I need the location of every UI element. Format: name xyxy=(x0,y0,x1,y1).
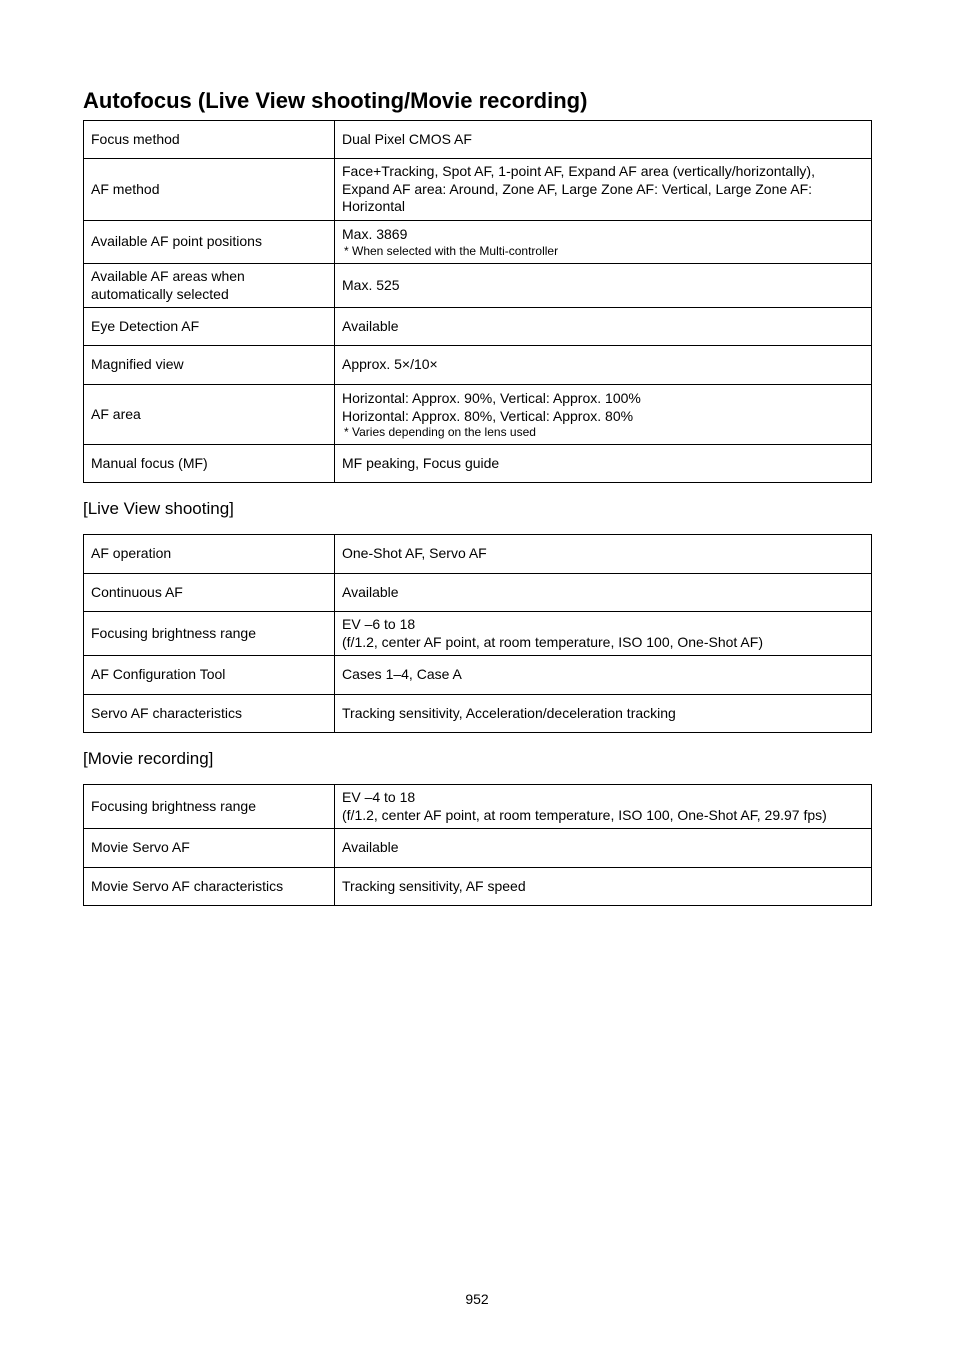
row-value xyxy=(335,868,872,906)
value-line: Horizontal: Approx. 90%, Vertical: Approx. 100% xyxy=(342,390,641,406)
value-line: Tracking sensitivity, Acceleration/deceleration tracking xyxy=(342,704,676,721)
value-line: Available xyxy=(342,317,399,334)
value-line: Dual Pixel CMOS AF xyxy=(342,130,472,147)
value-line: Approx. 5×/10× xyxy=(342,356,438,373)
row-label: Available AF point positions xyxy=(84,221,335,264)
row-label: AF area xyxy=(84,385,335,445)
table-row xyxy=(84,612,872,656)
value-line: EV –4 to 18 xyxy=(342,789,416,805)
value-line: Available xyxy=(342,583,399,600)
table-row xyxy=(84,785,872,829)
autofocus-spec-table xyxy=(83,120,872,483)
movie-recording-spec-table xyxy=(83,784,872,906)
row-label: Focusing brightness range xyxy=(84,612,335,656)
value-line: (f/1.2, center AF point, at room temperature, ISO 100, One-Shot AF) xyxy=(342,633,763,650)
row-label: Continuous AF xyxy=(84,574,335,612)
table-row xyxy=(84,159,872,221)
section-heading-movie-recording: [Movie recording] xyxy=(83,749,214,768)
row-value xyxy=(335,656,872,695)
table-row xyxy=(84,308,872,346)
table-row xyxy=(84,221,872,264)
row-value xyxy=(335,159,872,221)
value-line: Max. 3869 xyxy=(342,226,408,243)
table-row xyxy=(84,535,872,574)
value-line: Tracking sensitivity, AF speed xyxy=(342,877,526,894)
row-label: Movie Servo AF characteristics xyxy=(84,868,335,906)
value-line: MF peaking, Focus guide xyxy=(342,454,500,471)
row-label: AF operation xyxy=(84,535,335,574)
row-label: Magnified view xyxy=(84,346,335,385)
row-label: AF Configuration Tool xyxy=(84,656,335,695)
value-line: Max. 525 xyxy=(342,276,400,293)
row-value xyxy=(335,445,872,483)
value-line: Horizontal: Approx. 80%, Vertical: Approx. 80% xyxy=(342,407,634,424)
table-row xyxy=(84,695,872,733)
section-heading-live-view: [Live View shooting] xyxy=(83,499,234,518)
table-row xyxy=(84,445,872,483)
row-value xyxy=(335,785,872,829)
table-row xyxy=(84,656,872,695)
value-line: EV –6 to 18 xyxy=(342,616,416,632)
row-value xyxy=(335,574,872,612)
value-line: (f/1.2, center AF point, at room temperature, ISO 100, One-Shot AF, 29.97 fps) xyxy=(342,806,827,823)
table-row xyxy=(84,574,872,612)
row-value xyxy=(335,121,872,159)
table-row xyxy=(84,868,872,906)
row-value xyxy=(335,308,872,346)
page-number: 952 xyxy=(465,1291,489,1307)
row-value xyxy=(335,385,872,445)
row-value xyxy=(335,221,872,264)
row-label: Focus method xyxy=(84,121,335,159)
page-title: Autofocus (Live View shooting/Movie recording) xyxy=(83,88,588,113)
value-line: Face+Tracking, Spot AF, 1-point AF, Expand AF area (vertically/horizontally), Expand AF area: Around, Zone AF, Large Zone AF: Vertical, Large Zone AF: Horizontal xyxy=(342,163,815,215)
footnote: * Varies depending on the lens used xyxy=(344,425,536,439)
row-label: Eye Detection AF xyxy=(84,308,335,346)
table-row xyxy=(84,385,872,445)
row-value xyxy=(335,695,872,733)
value-line: Cases 1–4, Case A xyxy=(342,666,462,683)
row-value xyxy=(335,612,872,656)
row-label: Focusing brightness range xyxy=(84,785,335,829)
row-value xyxy=(335,535,872,574)
value-line: One-Shot AF, Servo AF xyxy=(342,545,487,562)
row-value xyxy=(335,346,872,385)
row-label: Movie Servo AF xyxy=(84,829,335,868)
footnote: * When selected with the Multi-controller xyxy=(344,243,559,258)
table-row xyxy=(84,264,872,308)
row-value xyxy=(335,829,872,868)
live-view-spec-table xyxy=(83,534,872,733)
row-value xyxy=(335,264,872,308)
row-label: Manual focus (MF) xyxy=(84,445,335,483)
row-label: AF method xyxy=(84,159,335,221)
table-row xyxy=(84,346,872,385)
value-line: Available xyxy=(342,839,399,856)
table-row xyxy=(84,829,872,868)
row-label: Servo AF characteristics xyxy=(84,695,335,733)
table-row xyxy=(84,121,872,159)
row-label: Available AF areas when automatically selected xyxy=(84,264,335,308)
